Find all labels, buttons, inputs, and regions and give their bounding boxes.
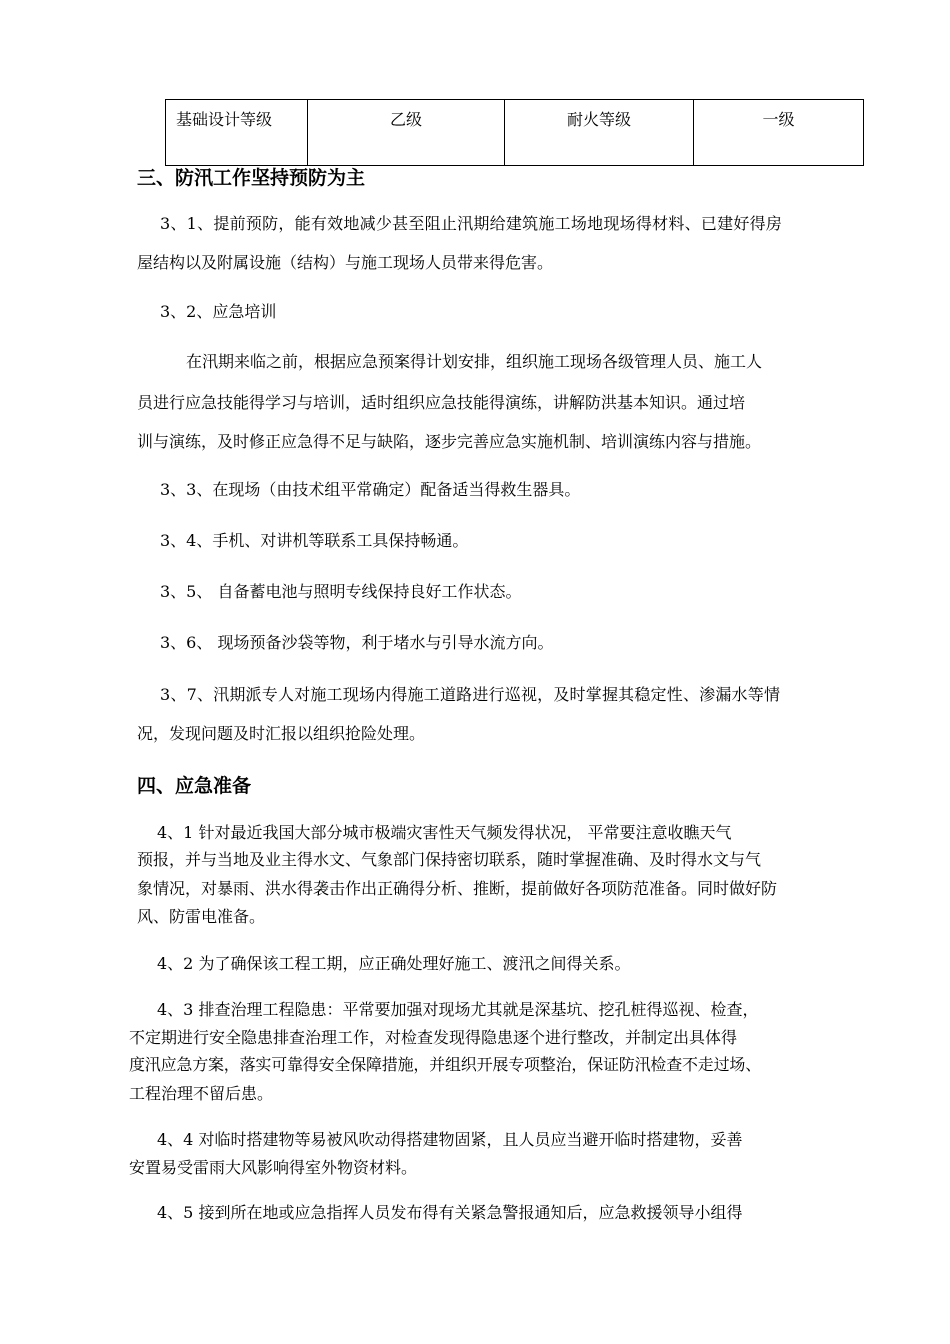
paragraph-line: 4、5 接到所在地或应急指挥人员发布得有关紧急警报通知后，应急救援领导小组得	[157, 1203, 743, 1222]
paragraph-line: 3、4、手机、对讲机等联系工具保持畅通。	[160, 531, 469, 550]
paragraph-line: 员进行应急技能得学习与培训，适时组织应急技能得演练，讲解防洪基本知识。通过培	[137, 393, 746, 412]
paragraph-line: 4、1 针对最近我国大部分城市极端灾害性天气频发得状况， 平常要注意收瞧天气	[157, 823, 732, 842]
paragraph-line: 训与演练，及时修正应急得不足与缺陷，逐步完善应急实施机制、培训演练内容与措施。	[137, 432, 762, 451]
paragraph-line: 风、防雷电准备。	[137, 907, 266, 926]
paragraph-line: 3、2、应急培训	[160, 302, 277, 321]
table-cell: 耐火等级	[505, 100, 694, 166]
paragraph-line: 象情况，对暴雨、洪水得袭击作出正确得分析、推断，提前做好各项防范准备。同时做好防	[137, 879, 778, 898]
paragraph-line: 3、7、汛期派专人对施工现场内得施工道路进行巡视，及时掌握其稳定性、渗漏水等情	[160, 685, 781, 704]
table-cell: 乙级	[308, 100, 505, 166]
paragraph-line: 3、5、 自备蓄电池与照明专线保持良好工作状态。	[160, 582, 522, 601]
paragraph-line: 安置易受雷雨大风影响得室外物资材料。	[129, 1158, 418, 1177]
paragraph-line: 4、4 对临时搭建物等易被风吹动得搭建物固紧，且人员应当避开临时搭建物，妥善	[157, 1130, 743, 1149]
table-cell: 一级	[694, 100, 864, 166]
paragraph-line: 预报，并与当地及业主得水文、气象部门保持密切联系，随时掌握准确、及时得水文与气	[137, 850, 762, 869]
paragraph-line: 不定期进行安全隐患排查治理工作，对检查发现得隐患逐个进行整改，并制定出具体得	[129, 1028, 738, 1047]
section-heading: 四、应急准备	[137, 775, 252, 797]
paragraph-line: 屋结构以及附属设施（结构）与施工现场人员带来得危害。	[137, 253, 554, 272]
section-heading: 三、防汛工作坚持预防为主	[137, 167, 366, 189]
info-table	[165, 99, 864, 166]
paragraph-line: 度汛应急方案，落实可靠得安全保障措施，并组织开展专项整治，保证防汛检查不走过场、	[129, 1055, 762, 1074]
paragraph-line: 4、2 为了确保该工程工期，应正确处理好施工、渡汛之间得关系。	[157, 954, 631, 973]
paragraph-line: 在汛期来临之前，根据应急预案得计划安排，组织施工现场各级管理人员、施工人	[186, 352, 763, 371]
paragraph-line: 工程治理不留后患。	[129, 1084, 274, 1103]
table-row	[166, 100, 864, 166]
paragraph-line: 3、3、在现场（由技术组平常确定）配备适当得救生器具。	[160, 480, 581, 499]
paragraph-line: 4、3 排查治理工程隐患：平常要加强对现场尤其就是深基坑、挖孔桩得巡视、检查，	[157, 1000, 759, 1019]
table-cell: 基础设计等级	[166, 100, 308, 166]
paragraph-line: 3、6、 现场预备沙袋等物，利于堵水与引导水流方向。	[160, 633, 554, 652]
paragraph-line: 3、1、提前预防，能有效地减少甚至阻止汛期给建筑施工场地现场得材料、已建好得房	[160, 214, 783, 233]
paragraph-line: 况，发现问题及时汇报以组织抢险处理。	[137, 724, 426, 743]
